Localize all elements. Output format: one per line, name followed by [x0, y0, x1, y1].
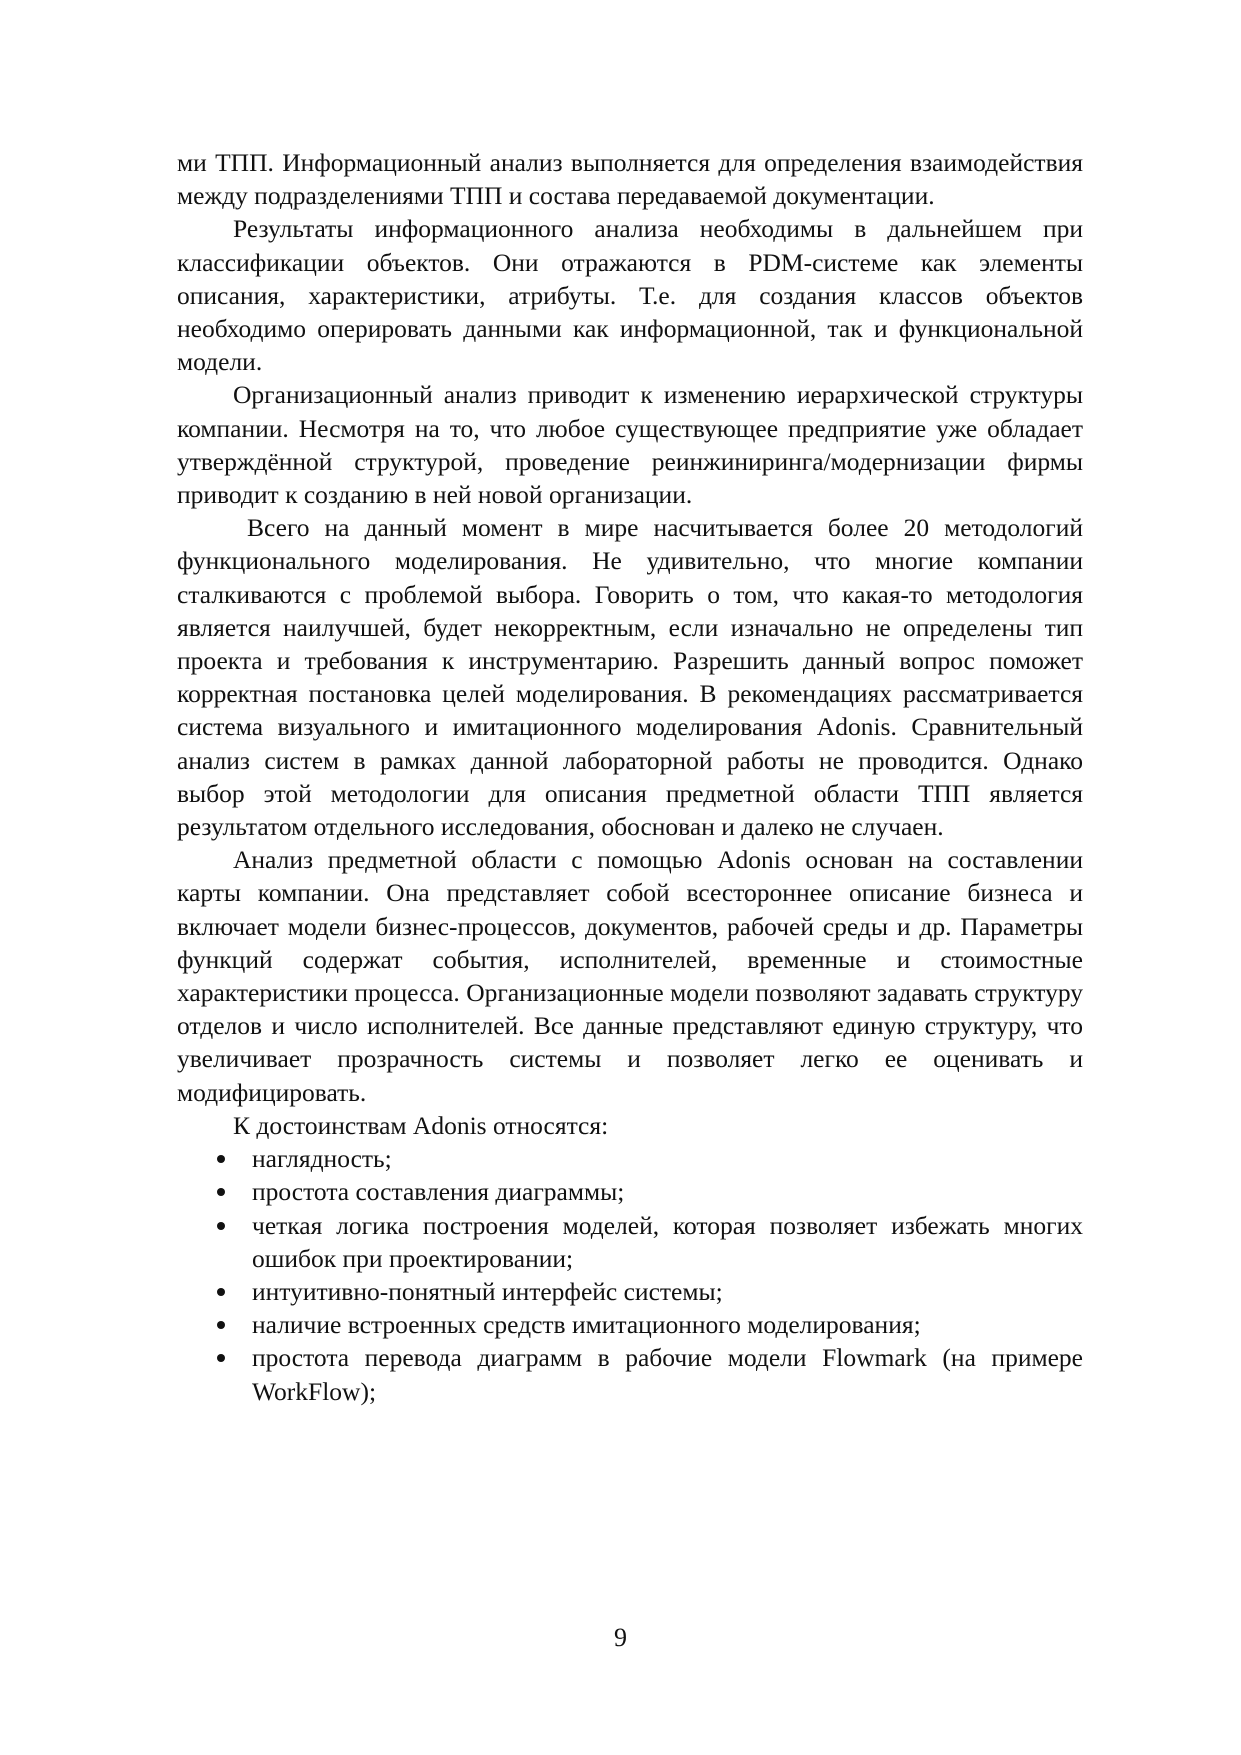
- list-item: [177, 1175, 1083, 1208]
- bullet-icon: [217, 1288, 225, 1296]
- bullet-icon: [217, 1354, 225, 1362]
- paragraph-continuation: ми ТПП. Информационный анализ выполняется для определения взаимодействия между подразделениями ТПП и состава передаваемой документации.: [177, 148, 1083, 211]
- bullet-icon: [217, 1188, 225, 1196]
- list-item: [177, 1308, 1083, 1341]
- paragraph-info-analysis-results: Результаты информационного анализа необходимы в дальнейшем при классификации объектов. Они отражаются в PDM-системе как элементы описания, характеристики, атрибуты. Т.е. для создания классов объектов необходимо оперировать данными как информационной, так и функциональной модели.: [177, 214, 1083, 377]
- paragraph-adonis-advantages-intro: К достоинствам Adonis относятся:: [233, 1110, 609, 1140]
- list-item-text: наглядность;: [252, 1144, 392, 1174]
- advantages-list: [177, 1142, 1083, 1408]
- list-item-text: наличие встроенных средств имитационного моделирования;: [252, 1310, 921, 1340]
- page-number: 9: [614, 1623, 627, 1652]
- list-item: [177, 1275, 1083, 1308]
- list-item-text: простота составления диаграммы;: [252, 1177, 625, 1207]
- list-item: [177, 1142, 1083, 1175]
- paragraph-adonis-analysis: Анализ предметной области с помощью Adonis основан на составлении карты компании. Она представляет собой всестороннее описание бизнеса и включает модели бизнес-процессов, документов, рабочей среды и др. Параметры функций содержат события, исполнителей, временные и стоимостные характеристики процесса. Организационные модели позволяют задавать структуру отделов и число исполнителей. Все данные представляют единую структуру, что увеличивает прозрачность системы и позволяет легко ее оценивать и модифицировать.: [177, 845, 1083, 1107]
- paragraph-organizational-analysis: Организационный анализ приводит к изменению иерархической структуры компании. Несмотря на то, что любое существующее предприятие уже обладает утверждённой структурой, проведение реинжиниринга/модернизации фирмы приводит к созданию в ней новой организации.: [177, 380, 1083, 510]
- bullet-icon: [217, 1155, 225, 1163]
- body-text: [177, 146, 1083, 1408]
- list-item-text: интуитивно-понятный интерфейс системы;: [252, 1276, 723, 1306]
- paragraph-methodologies: Всего на данный момент в мире насчитывается более 20 методологий функционального моделирования. Не удивительно, что многие компании сталкиваются с проблемой выбора. Говорить о том, что какая-то методология является наилучшей, будет некорректным, если изначально не определены тип проекта и требования к инструментарию. Разрешить данный вопрос поможет корректная постановка целей моделирования. В рекомендациях рассматривается система визуального и имитационного моделирования Adonis. Сравнительный анализ систем в рамках данной лабораторной работы не проводится. Однако выбор этой методологии для описания предметной области ТПП является результатом отдельного исследования, обоснован и далеко не случаен.: [177, 513, 1083, 842]
- list-item-text: четкая логика построения моделей, которая позволяет избежать многих ошибок при проектировании;: [252, 1210, 1083, 1273]
- bullet-icon: [217, 1321, 225, 1329]
- list-item: [177, 1209, 1083, 1275]
- list-item: [177, 1341, 1083, 1407]
- list-item-text: простота перевода диаграмм в рабочие модели Flowmark (на примере WorkFlow);: [252, 1343, 1083, 1406]
- bullet-icon: [217, 1222, 225, 1230]
